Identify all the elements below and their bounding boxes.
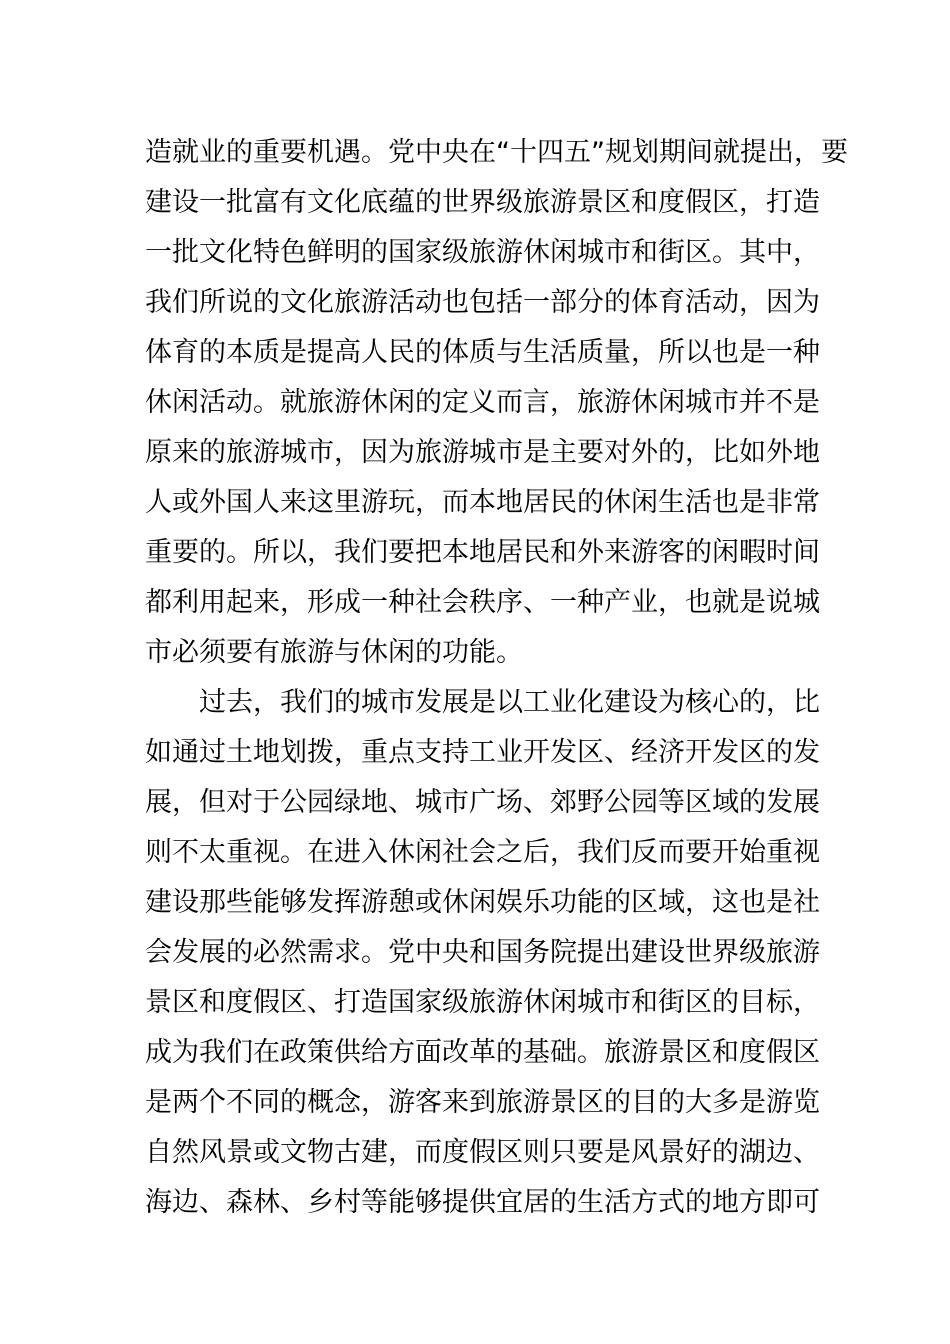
text-line: 是两个不同的概念，游客来到旅游景区的目的大多是游览	[145, 1087, 820, 1118]
text-line: 重要的。所以，我们要把本地居民和外来游客的闲暇时间	[145, 537, 820, 568]
text-line: 我们所说的文化旅游活动也包括一部分的体育活动，因为	[145, 287, 820, 318]
text-line: 都利用起来，形成一种社会秩序、一种产业，也就是说城	[145, 587, 820, 618]
text-line: 市必须要有旅游与休闲的功能。	[145, 637, 523, 668]
document-body	[145, 128, 848, 1228]
text-line: 原来的旅游城市，因为旅游城市是主要对外的，比如外地	[145, 437, 820, 468]
text-line: 则不太重视。在进入休闲社会之后，我们反而要开始重视	[145, 837, 820, 868]
text-line: 人或外国人来这里游玩，而本地居民的休闲生活也是非常	[145, 487, 820, 518]
paragraph-2	[145, 678, 820, 1228]
text-line: 一批文化特色鲜明的国家级旅游休闲城市和街区。其中，	[145, 237, 820, 268]
text-line: 体育的本质是提高人民的体质与生活质量，所以也是一种	[145, 337, 820, 368]
text-line: 造就业的重要机遇。党中央在“十四五”规划期间就提出，要	[145, 137, 848, 168]
text-line-indented: 过去，我们的城市发展是以工业化建设为核心的，比	[199, 687, 820, 718]
paragraph-1	[145, 128, 848, 678]
text-line: 自然风景或文物古建，而度假区则只要是风景好的湖边、	[145, 1137, 820, 1168]
text-line: 建设那些能够发挥游憩或休闲娱乐功能的区域，这也是社	[145, 887, 820, 918]
text-line: 展，但对于公园绿地、城市广场、郊野公园等区域的发展	[145, 787, 820, 818]
text-line: 会发展的必然需求。党中央和国务院提出建设世界级旅游	[145, 937, 820, 968]
text-line: 休闲活动。就旅游休闲的定义而言，旅游休闲城市并不是	[145, 387, 820, 418]
text-line: 海边、森林、乡村等能够提供宜居的生活方式的地方即可	[145, 1187, 820, 1218]
text-line: 成为我们在政策供给方面改革的基础。旅游景区和度假区	[145, 1037, 820, 1068]
text-line: 如通过土地划拨，重点支持工业开发区、经济开发区的发	[145, 737, 820, 768]
text-line: 景区和度假区、打造国家级旅游休闲城市和街区的目标，	[145, 987, 820, 1018]
text-line: 建设一批富有文化底蕴的世界级旅游景区和度假区，打造	[145, 187, 820, 218]
